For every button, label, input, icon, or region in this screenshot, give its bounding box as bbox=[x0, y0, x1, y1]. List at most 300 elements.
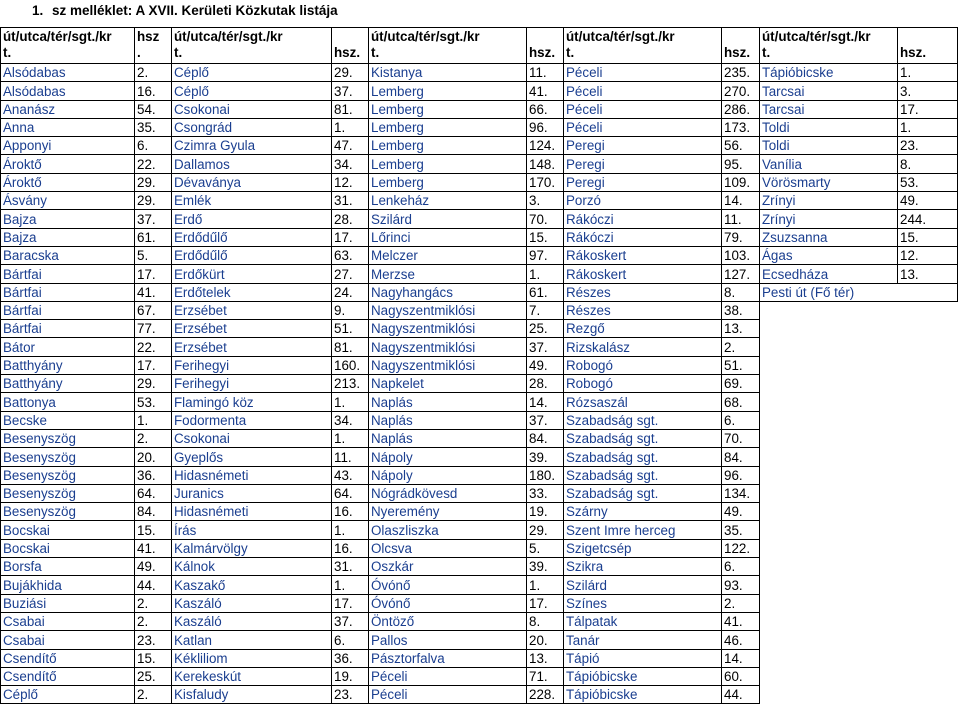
street-name-cell bbox=[564, 558, 722, 576]
street-name-cell bbox=[1, 448, 135, 466]
street-name-cell-text: Rákoskert bbox=[566, 266, 627, 282]
street-name-cell-text: Lemberg bbox=[371, 101, 424, 117]
street-name-cell-text: Kerekeskút bbox=[174, 669, 241, 685]
street-name-cell bbox=[564, 100, 722, 118]
house-number-cell bbox=[135, 210, 172, 228]
house-number-cell-text: 96. bbox=[724, 467, 743, 483]
house-number-cell bbox=[332, 64, 369, 82]
street-name-cell-text: Kistanya bbox=[371, 65, 423, 81]
house-number-cell-text: 31. bbox=[334, 193, 353, 209]
street-name-cell bbox=[1, 521, 135, 539]
house-number-cell bbox=[722, 283, 760, 301]
street-name-cell bbox=[172, 192, 332, 210]
table-row bbox=[1, 558, 958, 576]
street-name-cell bbox=[1, 100, 135, 118]
house-number-cell bbox=[527, 155, 564, 173]
house-number-cell-text: 170. bbox=[529, 175, 556, 191]
street-name-cell-text: Baracska bbox=[3, 248, 59, 264]
street-name-cell-text: Lemberg bbox=[371, 120, 424, 136]
house-number-cell-text: 81. bbox=[334, 339, 353, 355]
street-name-cell bbox=[369, 539, 527, 557]
street-name-cell-text: Bocskai bbox=[3, 522, 50, 538]
house-number-cell-text: 17. bbox=[529, 595, 548, 611]
street-name-cell bbox=[369, 155, 527, 173]
house-number-cell bbox=[135, 100, 172, 118]
street-name-cell bbox=[172, 320, 332, 338]
house-number-cell-text: 22. bbox=[137, 339, 156, 355]
table-row bbox=[1, 448, 958, 466]
street-name-cell-text: Czimra Gyula bbox=[174, 138, 256, 154]
street-name-cell-text: Rezgő bbox=[566, 321, 605, 337]
house-number-cell bbox=[527, 576, 564, 594]
house-number-cell bbox=[135, 612, 172, 630]
house-number-cell bbox=[898, 100, 958, 118]
house-number-cell bbox=[135, 539, 172, 557]
street-name-cell-text: Vanília bbox=[762, 156, 802, 172]
street-name-cell bbox=[172, 82, 332, 100]
house-number-cell bbox=[332, 137, 369, 155]
street-name-cell-text: Részes bbox=[566, 303, 611, 319]
street-name-cell bbox=[369, 448, 527, 466]
street-name-cell-text: Lenkeház bbox=[371, 193, 430, 209]
house-number-cell bbox=[898, 118, 958, 136]
table-row bbox=[1, 429, 958, 447]
street-name-cell-text: Gyeplős bbox=[174, 449, 224, 465]
street-name-cell bbox=[369, 649, 527, 667]
house-number-cell bbox=[332, 411, 369, 429]
street-name-cell bbox=[1, 576, 135, 594]
empty-cell bbox=[760, 466, 898, 484]
empty-cell bbox=[898, 484, 958, 502]
street-name-cell-text: Robogó bbox=[566, 376, 613, 392]
house-number-cell bbox=[722, 484, 760, 502]
house-number-cell bbox=[722, 338, 760, 356]
house-number-cell bbox=[332, 82, 369, 100]
house-number-cell-text: 43. bbox=[334, 467, 353, 483]
empty-cell bbox=[760, 393, 898, 411]
house-number-cell-text: 24. bbox=[334, 284, 353, 300]
header-number-line: hsz. bbox=[724, 44, 751, 60]
house-number-cell bbox=[135, 137, 172, 155]
empty-cell bbox=[898, 594, 958, 612]
empty-cell bbox=[760, 521, 898, 539]
house-number-cell-text: 228. bbox=[529, 687, 556, 703]
street-name-cell bbox=[760, 173, 898, 191]
street-name-cell-text: Bocskai bbox=[3, 541, 50, 557]
house-number-cell bbox=[527, 612, 564, 630]
house-number-cell-text: 244. bbox=[900, 211, 927, 227]
house-number-cell-text: 1. bbox=[137, 412, 149, 428]
header-street bbox=[760, 28, 898, 64]
empty-cell bbox=[760, 301, 898, 319]
street-name-cell-text: Toldi bbox=[762, 120, 790, 136]
house-number-cell bbox=[135, 503, 172, 521]
street-name-cell-text: Szilárd bbox=[371, 211, 412, 227]
street-name-cell-text: Tápióbicske bbox=[566, 669, 638, 685]
street-name-cell bbox=[369, 356, 527, 374]
house-number-cell bbox=[135, 393, 172, 411]
house-number-cell bbox=[898, 137, 958, 155]
house-number-cell bbox=[527, 393, 564, 411]
house-number-cell-text: 2. bbox=[137, 65, 149, 81]
house-number-cell bbox=[527, 375, 564, 393]
street-name-cell-text: Olcsva bbox=[371, 541, 412, 557]
street-name-cell-text: Kaszakő bbox=[174, 577, 226, 593]
street-name-cell-text: Szent Imre herceg bbox=[566, 522, 676, 538]
street-name-cell bbox=[564, 576, 722, 594]
street-name-cell-text: Szabadság sgt. bbox=[566, 412, 659, 428]
house-number-cell-text: 35. bbox=[724, 522, 743, 538]
street-name-cell-text: Lemberg bbox=[371, 83, 424, 99]
table-row bbox=[1, 246, 958, 264]
table-row bbox=[1, 338, 958, 356]
street-name-cell-text: Tápióbicske bbox=[566, 687, 638, 703]
street-name-cell-text: Erzsébet bbox=[174, 339, 227, 355]
empty-cell bbox=[898, 338, 958, 356]
street-name-cell-text: Tápió bbox=[566, 650, 600, 666]
street-name-cell bbox=[369, 521, 527, 539]
street-name-cell bbox=[1, 228, 135, 246]
house-number-cell-text: 5. bbox=[137, 248, 149, 264]
street-name-cell-text: Péceli bbox=[566, 83, 603, 99]
house-number-cell bbox=[722, 393, 760, 411]
house-number-cell bbox=[527, 228, 564, 246]
street-name-cell-text: Kaszáló bbox=[174, 595, 222, 611]
house-number-cell-text: 29. bbox=[529, 522, 548, 538]
house-number-cell bbox=[135, 466, 172, 484]
header-number-line bbox=[334, 29, 366, 45]
house-number-cell bbox=[135, 576, 172, 594]
street-name-cell bbox=[564, 82, 722, 100]
street-name-cell-text: Emlék bbox=[174, 193, 212, 209]
house-number-cell-text: 67. bbox=[137, 303, 156, 319]
street-name-cell bbox=[1, 686, 135, 704]
house-number-cell-text: 160. bbox=[334, 358, 361, 374]
house-number-cell-text: 44. bbox=[137, 577, 156, 593]
street-name-cell bbox=[172, 375, 332, 393]
house-number-cell-text: 270. bbox=[724, 83, 751, 99]
empty-cell bbox=[898, 686, 958, 704]
house-number-cell-text: 96. bbox=[529, 120, 548, 136]
house-number-cell bbox=[898, 192, 958, 210]
street-name-cell bbox=[172, 484, 332, 502]
house-number-cell bbox=[898, 155, 958, 173]
house-number-cell bbox=[527, 338, 564, 356]
street-name-cell-text: Lemberg bbox=[371, 156, 424, 172]
street-name-cell-text: Ásvány bbox=[3, 193, 47, 209]
house-number-cell-text: 81. bbox=[334, 101, 353, 117]
header-street-line: t. bbox=[3, 44, 12, 60]
street-name-cell bbox=[564, 667, 722, 685]
empty-cell bbox=[898, 429, 958, 447]
street-name-cell-text: Pásztorfalva bbox=[371, 650, 445, 666]
street-name-cell bbox=[369, 558, 527, 576]
street-name-cell bbox=[1, 558, 135, 576]
house-number-cell bbox=[332, 667, 369, 685]
header-street-line: út/utca/tér/sgt./kr bbox=[762, 29, 871, 44]
house-number-cell-text: 213. bbox=[334, 376, 361, 392]
empty-cell bbox=[898, 558, 958, 576]
house-number-cell bbox=[332, 356, 369, 374]
empty-cell bbox=[898, 539, 958, 557]
street-name-cell bbox=[369, 466, 527, 484]
house-number-cell-text: 7. bbox=[529, 303, 541, 319]
house-number-cell-text: 41. bbox=[137, 541, 156, 557]
house-number-cell-text: 1. bbox=[334, 394, 346, 410]
street-name-cell bbox=[564, 283, 722, 301]
house-number-cell-text: 127. bbox=[724, 266, 751, 282]
title-text: sz melléklet: A XVII. Kerületi Közkutak listája bbox=[52, 3, 338, 18]
house-number-cell-text: 13. bbox=[900, 266, 919, 282]
house-number-cell bbox=[527, 173, 564, 191]
street-name-cell-text: Besenyszög bbox=[3, 486, 76, 502]
street-name-cell bbox=[172, 301, 332, 319]
street-name-cell bbox=[564, 173, 722, 191]
street-name-cell bbox=[564, 429, 722, 447]
house-number-cell bbox=[898, 64, 958, 82]
street-name-cell bbox=[564, 393, 722, 411]
house-number-cell bbox=[135, 155, 172, 173]
street-name-cell bbox=[369, 82, 527, 100]
house-number-cell bbox=[527, 137, 564, 155]
street-name-cell-text: Zsuzsanna bbox=[762, 229, 828, 245]
house-number-cell bbox=[527, 594, 564, 612]
house-number-cell-text: 53. bbox=[137, 394, 156, 410]
street-name-cell-text: Tarcsai bbox=[762, 83, 805, 99]
street-name-cell bbox=[369, 686, 527, 704]
street-name-cell bbox=[564, 484, 722, 502]
empty-cell bbox=[760, 594, 898, 612]
street-name-cell bbox=[172, 155, 332, 173]
house-number-cell bbox=[135, 265, 172, 283]
house-number-cell bbox=[135, 356, 172, 374]
street-name-cell bbox=[1, 210, 135, 228]
street-name-cell-text: Nápoly bbox=[371, 449, 413, 465]
house-number-cell bbox=[527, 503, 564, 521]
header-number-line: hsz. bbox=[900, 44, 927, 60]
house-number-cell bbox=[527, 118, 564, 136]
street-name-cell bbox=[564, 521, 722, 539]
table-row bbox=[1, 228, 958, 246]
street-name-cell bbox=[564, 356, 722, 374]
house-number-cell-text: 23. bbox=[900, 138, 919, 154]
street-name-cell-text: Péceli bbox=[371, 669, 408, 685]
house-number-cell-text: 1. bbox=[334, 577, 346, 593]
street-name-cell-text: Nagyhangács bbox=[371, 284, 453, 300]
street-name-cell bbox=[369, 265, 527, 283]
house-number-cell bbox=[898, 265, 958, 283]
house-number-cell-text: 49. bbox=[900, 193, 919, 209]
house-number-cell-text: 54. bbox=[137, 101, 156, 117]
street-name-cell bbox=[1, 429, 135, 447]
house-number-cell-text: 11. bbox=[724, 211, 742, 227]
house-number-cell bbox=[722, 558, 760, 576]
street-name-cell-text: Dallamos bbox=[174, 156, 230, 172]
street-name-cell bbox=[1, 375, 135, 393]
house-number-cell-text: 49. bbox=[529, 358, 548, 374]
street-name-cell-text: Toldi bbox=[762, 138, 790, 154]
street-name-cell-text: Juranics bbox=[174, 486, 224, 502]
street-name-cell-text: Bártfai bbox=[3, 284, 42, 300]
street-name-cell bbox=[1, 484, 135, 502]
street-name-cell-text: Ároktő bbox=[3, 175, 42, 191]
empty-cell bbox=[898, 356, 958, 374]
street-name-cell bbox=[172, 448, 332, 466]
house-number-cell bbox=[135, 631, 172, 649]
house-number-cell bbox=[332, 228, 369, 246]
street-name-cell-text: Részes bbox=[566, 284, 611, 300]
table-row bbox=[1, 118, 958, 136]
house-number-cell bbox=[332, 503, 369, 521]
street-name-cell-text: Lemberg bbox=[371, 138, 424, 154]
house-number-cell bbox=[135, 484, 172, 502]
house-number-cell bbox=[722, 356, 760, 374]
street-name-cell-text: Apponyi bbox=[3, 138, 52, 154]
house-number-cell bbox=[135, 64, 172, 82]
street-name-cell-text: Óvónő bbox=[371, 577, 411, 593]
house-number-cell bbox=[898, 210, 958, 228]
street-name-cell-text: Csendítő bbox=[3, 669, 57, 685]
street-name-cell bbox=[564, 320, 722, 338]
house-number-cell bbox=[332, 320, 369, 338]
empty-cell bbox=[898, 576, 958, 594]
street-name-cell bbox=[564, 411, 722, 429]
street-name-cell bbox=[564, 649, 722, 667]
house-number-cell bbox=[332, 612, 369, 630]
house-number-cell-text: 53. bbox=[900, 175, 919, 191]
street-name-cell bbox=[172, 576, 332, 594]
header-number-line: . bbox=[137, 44, 141, 60]
house-number-cell bbox=[332, 265, 369, 283]
house-number-cell bbox=[332, 539, 369, 557]
house-number-cell-text: 37. bbox=[529, 412, 548, 428]
house-number-cell-text: 6. bbox=[724, 412, 736, 428]
house-number-cell bbox=[135, 375, 172, 393]
house-number-cell bbox=[527, 246, 564, 264]
house-number-cell-text: 1. bbox=[529, 577, 541, 593]
header-number bbox=[527, 28, 564, 64]
house-number-cell bbox=[527, 484, 564, 502]
house-number-cell-text: 60. bbox=[724, 669, 743, 685]
street-name-cell-text: Batthyány bbox=[3, 358, 63, 374]
house-number-cell-text: 17. bbox=[334, 229, 353, 245]
house-number-cell bbox=[527, 429, 564, 447]
table-row bbox=[1, 173, 958, 191]
table-row bbox=[1, 521, 958, 539]
street-name-cell bbox=[369, 192, 527, 210]
street-name-cell bbox=[760, 228, 898, 246]
house-number-cell-text: 31. bbox=[334, 559, 353, 575]
street-name-cell-text: Kálnok bbox=[174, 559, 215, 575]
house-number-cell-text: 49. bbox=[137, 559, 156, 575]
street-name-cell bbox=[369, 320, 527, 338]
street-name-cell-text: Bátor bbox=[3, 339, 36, 355]
house-number-cell bbox=[527, 649, 564, 667]
street-name-cell-text: Naplás bbox=[371, 412, 413, 428]
empty-cell bbox=[760, 667, 898, 685]
header-number-line bbox=[900, 29, 955, 45]
house-number-cell bbox=[527, 100, 564, 118]
house-number-cell bbox=[722, 320, 760, 338]
table-row bbox=[1, 503, 958, 521]
street-name-cell-text: Borsfa bbox=[3, 559, 42, 575]
house-number-cell bbox=[527, 558, 564, 576]
street-name-cell bbox=[760, 246, 898, 264]
street-name-cell bbox=[1, 667, 135, 685]
empty-cell bbox=[760, 338, 898, 356]
street-name-cell bbox=[1, 246, 135, 264]
header-number bbox=[898, 28, 958, 64]
street-name-cell bbox=[172, 612, 332, 630]
house-number-cell bbox=[135, 667, 172, 685]
house-number-cell-text: 64. bbox=[137, 486, 156, 502]
house-number-cell-text: 34. bbox=[334, 412, 353, 428]
empty-cell bbox=[760, 649, 898, 667]
street-name-cell-text: Csongrád bbox=[174, 120, 233, 136]
house-number-cell-text: 44. bbox=[724, 687, 743, 703]
street-name-cell-text: Erzsébet bbox=[174, 303, 227, 319]
house-number-cell bbox=[332, 649, 369, 667]
house-number-cell bbox=[722, 503, 760, 521]
table-row bbox=[1, 155, 958, 173]
street-name-cell-text: Katlan bbox=[174, 632, 212, 648]
house-number-cell bbox=[898, 173, 958, 191]
street-name-cell-text: Nagyszentmiklósi bbox=[371, 321, 476, 337]
header-street-line: út/utca/tér/sgt./kr bbox=[371, 29, 480, 44]
house-number-cell bbox=[722, 246, 760, 264]
house-number-cell bbox=[527, 320, 564, 338]
street-name-cell bbox=[172, 64, 332, 82]
header-number-line: hsz bbox=[137, 29, 160, 44]
house-number-cell-text: 19. bbox=[529, 504, 548, 520]
table-row bbox=[1, 64, 958, 82]
street-name-cell bbox=[1, 64, 135, 82]
house-number-cell-text: 20. bbox=[137, 449, 156, 465]
street-name-cell-text: Péceli bbox=[566, 65, 603, 81]
street-name-cell-text: Bajza bbox=[3, 229, 37, 245]
header-number bbox=[135, 28, 172, 64]
street-name-cell-text: Nagyszentmiklósi bbox=[371, 303, 476, 319]
street-name-cell bbox=[369, 631, 527, 649]
street-name-cell bbox=[369, 594, 527, 612]
street-name-cell bbox=[564, 539, 722, 557]
house-number-cell bbox=[332, 576, 369, 594]
street-name-cell-text: Ecsedháza bbox=[762, 266, 829, 282]
street-name-cell bbox=[369, 100, 527, 118]
header-number bbox=[332, 28, 369, 64]
house-number-cell-text: 29. bbox=[137, 376, 156, 392]
street-name-cell-text: Nagyszentmiklósi bbox=[371, 339, 476, 355]
house-number-cell bbox=[722, 539, 760, 557]
house-number-cell-text: 13. bbox=[529, 650, 548, 666]
house-number-cell bbox=[722, 155, 760, 173]
house-number-cell bbox=[135, 649, 172, 667]
public-wells-table bbox=[0, 27, 958, 704]
street-name-cell bbox=[172, 118, 332, 136]
house-number-cell-text: 12. bbox=[334, 175, 353, 191]
house-number-cell bbox=[722, 448, 760, 466]
house-number-cell bbox=[722, 649, 760, 667]
house-number-cell-text: 15. bbox=[900, 229, 919, 245]
house-number-cell-text: 16. bbox=[334, 541, 353, 557]
table-row bbox=[1, 137, 958, 155]
street-name-cell bbox=[760, 118, 898, 136]
street-name-cell-text: Péceli bbox=[371, 687, 408, 703]
street-name-cell bbox=[369, 118, 527, 136]
house-number-cell-text: 14. bbox=[724, 650, 743, 666]
house-number-cell bbox=[527, 448, 564, 466]
street-name-cell bbox=[1, 594, 135, 612]
